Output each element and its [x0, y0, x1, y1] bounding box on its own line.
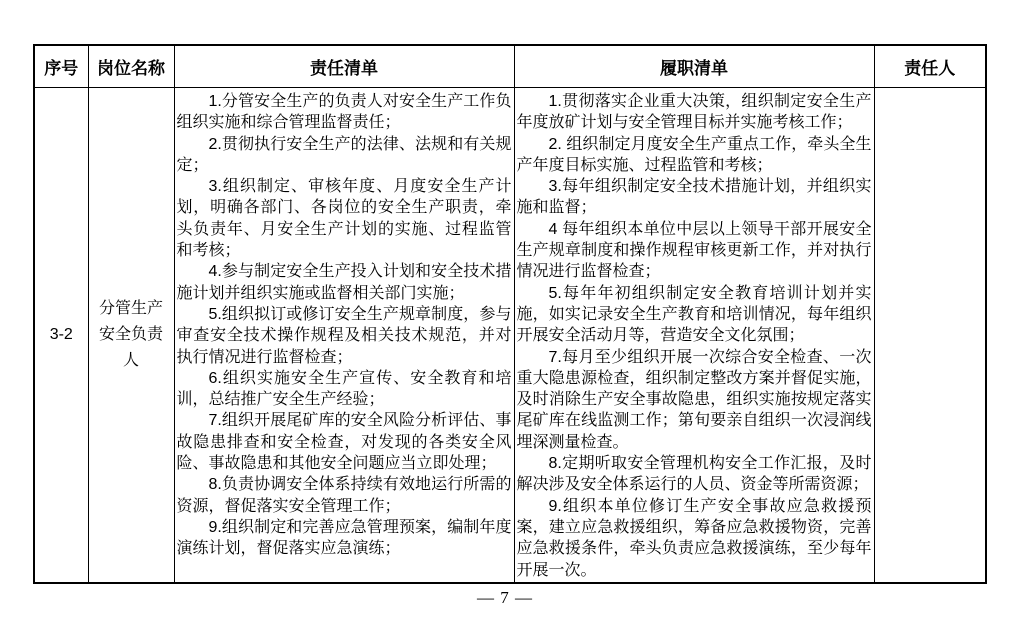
- responsibility-cell: [174, 88, 514, 584]
- duty-cell: [514, 88, 874, 584]
- duty-list: [517, 91, 872, 581]
- responsibility-item: 9.组织制定和完善应急管理预案，编制年度演练计划，督促落实应急演练；: [176, 518, 512, 558]
- duty-item: 9.组织本单位修订生产安全事故应急救援预案，建立应急救援组织，筹备应急救援物资，完善应急救援条件，牵头负责应急救援演练，至少每年开展一次。: [516, 497, 872, 579]
- header-duty: 履职清单: [514, 45, 874, 88]
- duty-item: 5.每年年初组织制定安全教育培训计划并实施，如实记录安全生产教育和培训情况，每年组织开展安全活动月等，营造安全文化氛围；: [516, 284, 872, 345]
- responsibility-item: 5.组织拟订或修订安全生产规章制度，参与审查安全技术操作规程及相关技术规范，并对执行情况进行监督检查；: [176, 305, 512, 366]
- responsibility-item: 4.参与制定安全生产投入计划和安全技术措施计划并组织实施或监督相关部门实施；: [176, 263, 512, 302]
- position-text: 分管生产安全负责人: [99, 300, 164, 369]
- responsibility-item: 6.组织实施安全生产宣传、安全教育和培训，总结推广安全生产经验；: [176, 369, 512, 409]
- duty-item: 3.每年组织制定安全技术措施计划，并组织实施和监督；: [516, 178, 872, 217]
- duty-item: 1.贯彻落实企业重大决策，组织制定安全生产年度放矿计划与安全管理目标并实施考核工作；: [516, 93, 872, 132]
- responsibility-table: [33, 44, 987, 584]
- header-responsibility: 责任清单: [174, 45, 514, 88]
- responsibility-list: [177, 91, 512, 560]
- person-cell: [874, 88, 986, 584]
- duty-item: 8.定期听取安全管理机构安全工作汇报，及时解决涉及安全体系运行的人员、资金等所需资源；: [516, 455, 872, 494]
- duty-item: 2. 组织制定月度安全生产重点工作，牵头全生产年度目标实施、过程监管和考核；: [516, 135, 872, 174]
- header-serial: 序号: [34, 45, 88, 88]
- page-number: — 7 —: [477, 588, 533, 607]
- responsibility-item: 1.分管安全生产的负责人对安全生产工作负组织实施和综合管理监督责任；: [176, 93, 512, 132]
- header-position: 岗位名称: [88, 45, 174, 88]
- responsibility-item: 8.负责协调安全体系持续有效地运行所需的资源，督促落实安全管理工作；: [176, 476, 512, 515]
- duty-item: 7.每月至少组织开展一次综合安全检查、一次重大隐患源检查，组织制定整改方案并督促实施，及时消除生产安全事故隐患，组织实施按规定落实尾矿库在线监测工作；第旬要亲自组织一次浸润线埋深测量检查。: [516, 348, 872, 451]
- serial-cell: 3-2: [34, 88, 88, 584]
- responsibility-item: 3.组织制定、审核年度、月度安全生产计划，明确各部门、各岗位的安全生产职责，牵头负责年、月安全生产计划的实施、过程监管和考核；: [176, 178, 512, 260]
- position-cell: [88, 88, 174, 584]
- table-row: [34, 88, 986, 584]
- header-person: 责任人: [874, 45, 986, 88]
- duty-item: 4 每年组织本单位中层以上领导干部开展安全生产规章制度和操作规程审核更新工作，并对执行情况进行监督检查；: [516, 220, 872, 281]
- header-row: [34, 45, 986, 88]
- responsibility-item: 7.组织开展尾矿库的安全风险分析评估、事故隐患排查和安全检查，对发现的各类安全风险、事故隐患和其他安全问题应当立即处理；: [176, 412, 512, 473]
- responsibility-item: 2.贯彻执行安全生产的法律、法规和有关规定；: [176, 135, 512, 174]
